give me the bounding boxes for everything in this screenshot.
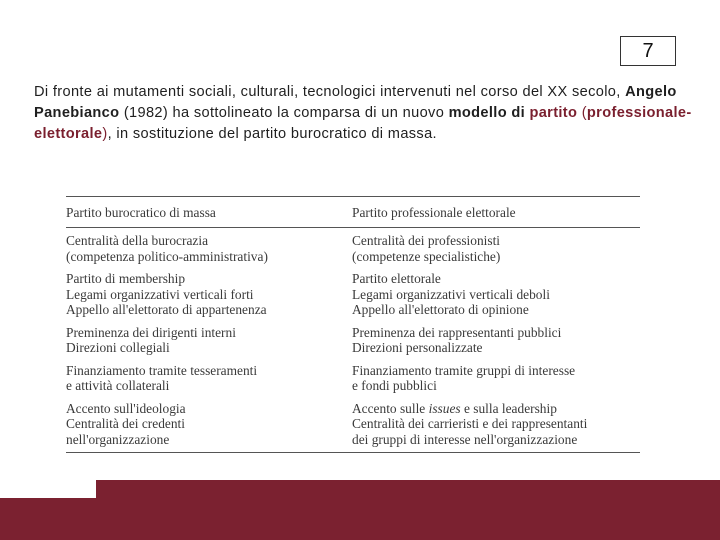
cell-line: Appello all'elettorato di appartenenza bbox=[66, 302, 267, 317]
cell-line: e attività collaterali bbox=[66, 378, 170, 393]
table-row bbox=[66, 271, 640, 318]
cell-line: Preminenza dei rappresentanti pubblici bbox=[352, 324, 562, 340]
table-row bbox=[66, 363, 640, 394]
cell-line: Legami organizzativi verticali forti bbox=[66, 286, 254, 302]
cell-line: Centralità dei credenti bbox=[66, 416, 185, 431]
cell-text: Accento sulle bbox=[352, 400, 429, 416]
model-phrase: modello di bbox=[448, 105, 526, 121]
issues-word: issues bbox=[428, 400, 461, 416]
table-row bbox=[66, 325, 640, 356]
comparison-table bbox=[66, 196, 640, 453]
header-right: Partito professionale elettorale bbox=[352, 205, 516, 220]
cell-text: e sulla leadership bbox=[460, 400, 557, 416]
paren-open: ( bbox=[577, 105, 587, 121]
intro-text-3: , in sostituzione del partito burocratico di massa. bbox=[107, 126, 437, 142]
cell-line: Centralità della burocrazia bbox=[66, 233, 209, 248]
intro-paragraph bbox=[34, 82, 694, 145]
cell-line: Direzioni collegiali bbox=[66, 340, 170, 355]
cell-line: Partito di membership bbox=[66, 271, 186, 286]
cell-line bbox=[352, 401, 640, 417]
cell-line: Finanziamento tramite tesseramenti bbox=[66, 362, 258, 378]
author-name: Angelo Panebianco bbox=[34, 84, 677, 121]
slide-number: 7 bbox=[620, 36, 676, 66]
row-left-cell bbox=[66, 271, 352, 318]
table-header-rule bbox=[66, 227, 640, 228]
cell-line: Preminenza dei dirigenti interni bbox=[66, 324, 236, 340]
cell-line: Partito elettorale bbox=[352, 271, 441, 286]
cell-line: dei gruppi di interesse nell'organizzazione bbox=[352, 431, 578, 447]
header-left: Partito burocratico di massa bbox=[66, 205, 216, 220]
intro-text-1: Di fronte ai mutamenti sociali, culturali, tecnologici intervenuti nel corso del XX secolo, bbox=[34, 84, 621, 100]
footer-bar bbox=[0, 480, 720, 540]
row-left-cell bbox=[66, 325, 352, 356]
cell-line: Centralità dei carrieristi e dei rappresentanti bbox=[352, 416, 588, 431]
cell-line: Appello all'elettorato di opinione bbox=[352, 302, 529, 317]
cell-line: Legami organizzativi verticali deboli bbox=[352, 286, 550, 302]
row-right-cell bbox=[352, 271, 640, 318]
row-left-cell bbox=[66, 363, 352, 394]
cell-line: Direzioni personalizzate bbox=[352, 340, 483, 355]
row-right-cell bbox=[352, 325, 640, 356]
row-left-cell bbox=[66, 233, 352, 264]
table-row bbox=[66, 401, 640, 448]
table-header bbox=[66, 197, 640, 227]
cell-line: nell'organizzazione bbox=[66, 431, 170, 447]
row-right-cell bbox=[352, 363, 640, 394]
cell-line: Accento sull'ideologia bbox=[66, 400, 186, 416]
cell-line: (competenza politico-amministrativa) bbox=[66, 248, 268, 264]
cell-line: Centralità dei professionisti bbox=[352, 233, 501, 248]
paren-close: ) bbox=[102, 126, 108, 142]
table-row bbox=[66, 233, 640, 264]
intro-text-2: (1982) ha sottolineato la comparsa di un nuovo bbox=[119, 105, 449, 121]
table-bottom-rule bbox=[66, 452, 640, 453]
footer-bar-notch bbox=[0, 480, 96, 498]
row-right-cell bbox=[352, 401, 640, 448]
row-left-cell bbox=[66, 401, 352, 448]
row-right-cell bbox=[352, 233, 640, 264]
cell-line: Finanziamento tramite gruppi di interesse bbox=[352, 362, 576, 378]
cell-line: e fondi pubblici bbox=[352, 378, 437, 393]
cell-line: (competenze specialistiche) bbox=[352, 248, 501, 264]
party-type: professionale-elettorale bbox=[34, 105, 692, 142]
party-word: partito bbox=[529, 105, 578, 121]
